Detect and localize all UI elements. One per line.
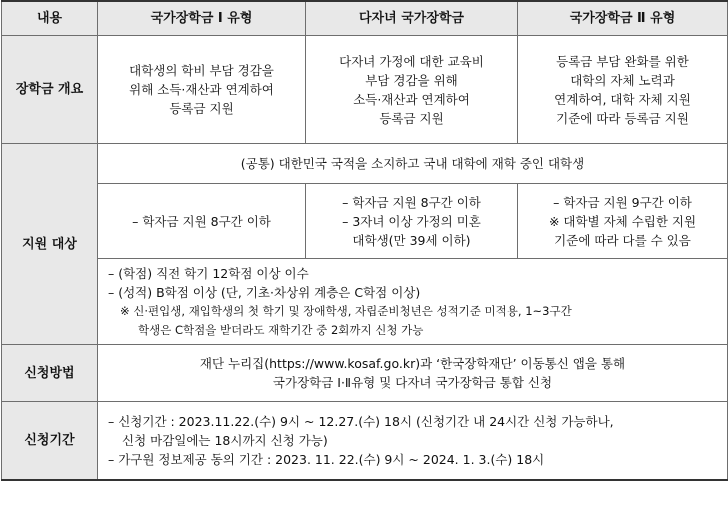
overview-type2-line: 등록금 부담 완화를 위한	[556, 53, 689, 69]
eligibility-multichild	[306, 184, 518, 259]
overview-type2-line: 대학의 자체 노력과	[570, 72, 675, 88]
overview-multi-line: 부담 경감을 위해	[365, 72, 458, 88]
grades-note-cont: 학생은 C학점을 받더라도 재학기간 중 2회까지 신청 가능	[138, 322, 424, 337]
overview-type2-line: 기준에 따라 등록금 지원	[556, 110, 689, 126]
overview-type1-line: 위해 소득·재산과 연계하여	[129, 82, 274, 97]
overview-label: 장학금 개요	[2, 36, 98, 144]
scholarship-table	[1, 0, 728, 481]
method-line: 국가장학금 Ⅰ·Ⅱ유형 및 다자녀 국가장학금 통합 신청	[272, 375, 553, 390]
eligibility-grades-row	[2, 259, 728, 345]
method-row	[2, 345, 728, 402]
eligibility-common-row	[2, 144, 728, 184]
header-type2: 국가장학금 Ⅱ 유형	[518, 1, 728, 36]
eligibility-multi-line: – 학자금 지원 8구간 이하	[342, 194, 481, 210]
overview-multi-line: 다자녀 가정에 대한 교육비	[339, 53, 484, 69]
header-row	[2, 1, 728, 36]
overview-type1-line: 등록금 지원	[169, 101, 234, 116]
grades-line: – (학점) 직전 학기 12학점 이상 이수	[108, 265, 309, 281]
eligibility-multi-line: – 3자녀 이상 가정의 미혼	[342, 213, 481, 229]
header-content: 내용	[2, 1, 98, 36]
method-content	[98, 345, 728, 402]
overview-row	[2, 36, 728, 144]
overview-multi-line: 소득·재산과 연계하여	[353, 91, 470, 107]
eligibility-type2-line: – 학자금 지원 9구간 이하	[553, 194, 692, 210]
period-row	[2, 402, 728, 480]
eligibility-type2-line: 기준에 따라 다를 수 있음	[554, 232, 691, 248]
overview-multichild	[306, 36, 518, 144]
eligibility-common: (공통) 대한민국 국적을 소지하고 국내 대학에 재학 중인 대학생	[98, 144, 728, 184]
method-label: 신청방법	[2, 345, 98, 402]
overview-type2	[518, 36, 728, 144]
period-line: – 가구원 정보제공 동의 기간 : 2023. 11. 22.(수) 9시 ~ 2024. 1. 3.(수) 18시	[108, 451, 545, 467]
method-line: 재단 누리집(https://www.kosaf.go.kr)과 ‘한국장학재단’ 이동통신 앱을 통해	[199, 356, 626, 371]
overview-type1	[98, 36, 306, 144]
header-type1: 국가장학금 Ⅰ 유형	[98, 1, 306, 36]
overview-type2-line: 연계하여, 대학 자체 지원	[554, 91, 691, 107]
period-line: – 신청기간 : 2023.11.22.(수) 9시 ~ 12.27.(수) 18시 (신청기간 내 24시간 신청 가능하나,	[108, 413, 614, 429]
eligibility-type2	[518, 184, 728, 259]
overview-multi-line: 등록금 지원	[379, 110, 444, 126]
grades-note: ※ 신·편입생, 재입학생의 첫 학기 및 장애학생, 자립준비청년은 성적기준 미적용, 1~3구간	[120, 303, 572, 318]
eligibility-label: 지원 대상	[2, 144, 98, 345]
header-multichild: 다자녀 국가장학금	[306, 1, 518, 36]
eligibility-income-row	[2, 184, 728, 259]
eligibility-grades	[98, 259, 728, 345]
eligibility-type2-line: ※ 대학별 자체 수립한 지원	[548, 213, 697, 229]
grades-line: – (성적) B학점 이상 (단, 기초·차상위 계층은 C학점 이상)	[108, 284, 421, 300]
eligibility-type1: – 학자금 지원 8구간 이하	[98, 184, 306, 259]
period-content	[98, 402, 728, 480]
period-line-cont: 신청 마감일에는 18시까지 신청 가능)	[122, 432, 328, 448]
eligibility-multi-line: 대학생(만 39세 이하)	[352, 232, 471, 248]
period-label: 신청기간	[2, 402, 98, 480]
overview-type1-line: 대학생의 학비 부담 경감을	[129, 63, 274, 78]
